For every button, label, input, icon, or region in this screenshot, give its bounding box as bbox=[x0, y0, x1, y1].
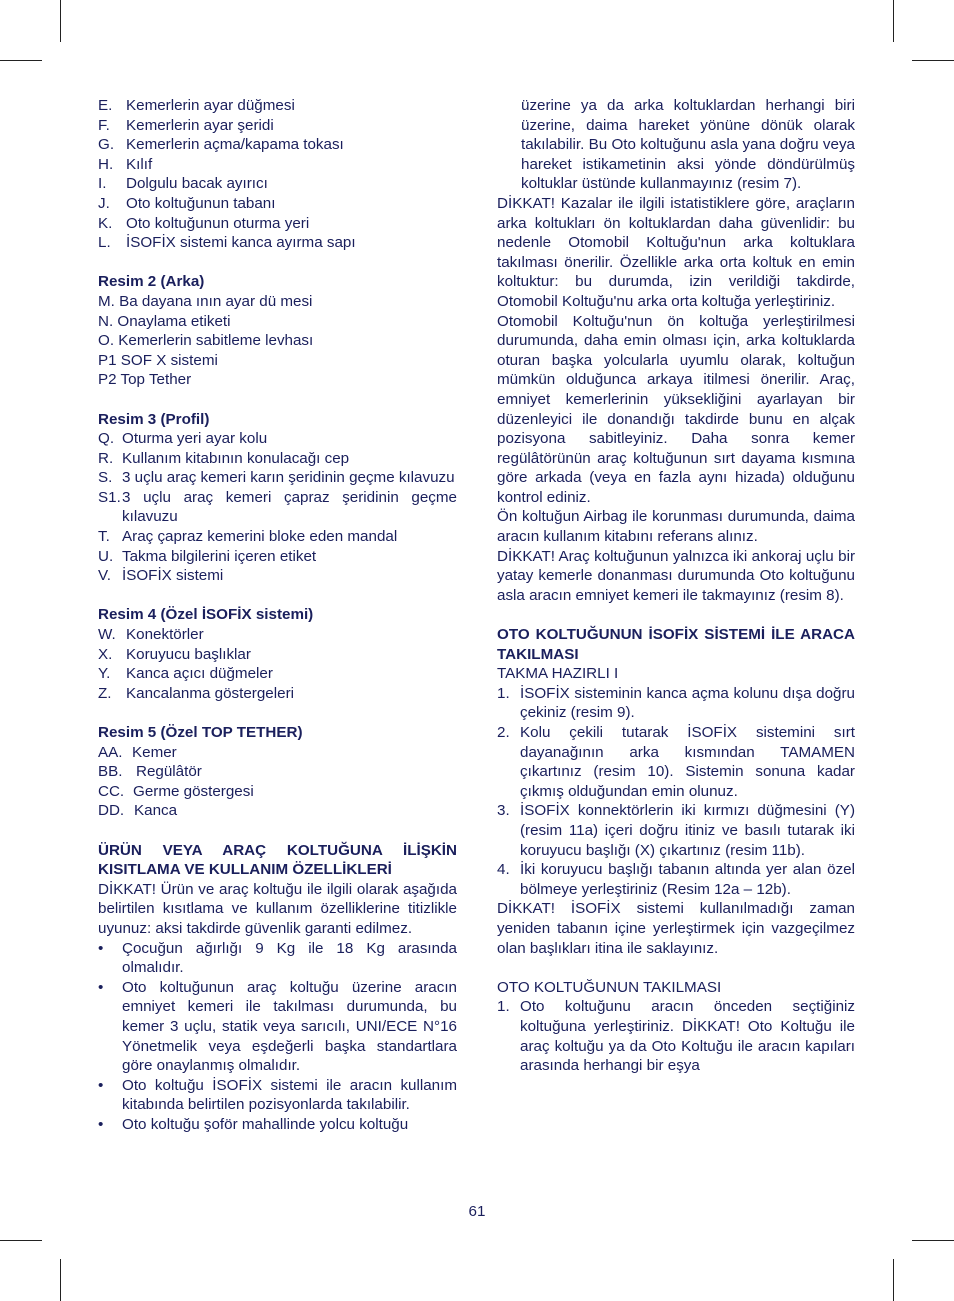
crop-mark-tr-v bbox=[893, 0, 894, 42]
section-heading-resim-2: Resim 2 (Arka) bbox=[98, 273, 205, 291]
list-item: M. Ba dayana ının ayar dü mesi bbox=[98, 292, 313, 310]
section-heading-restrictions: ÜRÜN VEYA ARAÇ KOLTUĞUNA İLİŞKİN KISITLAMA VE KULLANIM ÖZELLİKLERİ bbox=[98, 841, 457, 879]
parts-list-4 bbox=[98, 625, 457, 703]
numbered-step: 3. İSOFİX konnektörlerin iki kırmızı düğmesini (Y) (resim 11a) içeri doğru itiniz ve basılı tutarak iki koruyucu başlığı (X) çıkartınız (resim 11b). bbox=[497, 802, 855, 859]
warning-paragraph: DİKKAT! İSOFİX sistemi kullanılmadığı zaman yeniden tabanın içine yerleştirmek için vazgeçilmez olan başlıkları itina ile saklayınız. bbox=[497, 900, 855, 957]
crop-mark-br-v bbox=[893, 1259, 894, 1301]
list-item: DD. Kanca bbox=[98, 802, 178, 820]
warning-paragraph: DİKKAT! Araç koltuğunun yalnızca iki ankoraj uçlu bir yatay kemerle donanması durumunda Oto koltuğunu asla aracın emniyet kemeri ile takmayınız (resim 8). bbox=[497, 547, 855, 604]
bullet-item: • Oto koltuğunun araç koltuğu üzerine aracın emniyet kemeri ile takılması durumunda, bu kemer 3 uçlu, statik veya sarıcılı, UNI/ECE N°16 Yönetmelik veya eşdeğerli başka standartlara göre onaylanmış olmalıdır. bbox=[98, 978, 457, 1075]
numbered-step: 1. Oto koltuğunu aracın önceden seçtiğiniz koltuğuna yerleştiriniz. DİKKAT! Oto Koltuğu ile araç koltuğu ya da Oto Koltuğu ile aracın kapıları arasında herhangi bir eşya bbox=[497, 998, 855, 1075]
subheading-preparation: TAKMA HAZIRLI I bbox=[497, 665, 619, 683]
list-item: Y. Kanca açıcı düğmeler bbox=[98, 665, 273, 683]
warning-paragraph: DİKKAT! Kazalar ile ilgili istatistiklere göre, araçların arka koltukları ön koltuklardan daha güvenlidir: bu nedenle Otomobil Koltuğu'nun arka koltuklara takılması önerilir. Özellikle arka orta koltuk en emin koltuktur: bu durumda, izin verildiği takdirde, Otomobil Koltuğu'nu arka orta koltuğa yerleştiriniz. bbox=[497, 194, 855, 310]
right-column bbox=[497, 96, 855, 1076]
numbered-step: 2. Kolu çekili tutarak İSOFİX sistemini sırt dayanağının arka kısmından TAMAMEN çıkartınız (resim 10). Sistemin sonuna kadar çıkmış olduğundan emin olunuz. bbox=[497, 724, 855, 800]
list-item: L. İSOFİX sistemi kanca ayırma sapı bbox=[98, 234, 356, 252]
crop-mark-tl-v bbox=[60, 0, 61, 42]
bullet-item: • Çocuğun ağırlığı 9 Kg ile 18 Kg arasında olmalıdır. bbox=[98, 939, 457, 977]
list-item: R. Kullanım kitabının konulacağı cep bbox=[98, 449, 350, 467]
list-item: X. Koruyucu başlıklar bbox=[98, 645, 251, 663]
parts-list-1 bbox=[98, 96, 457, 253]
list-item: I. Dolgulu bacak ayırıcı bbox=[98, 175, 268, 193]
list-item: P1 SOF X sistemi bbox=[98, 351, 218, 369]
list-item: N. Onaylama etiketi bbox=[98, 312, 231, 330]
section-heading-resim-3: Resim 3 (Profil) bbox=[98, 410, 210, 428]
section-heading-resim-5: Resim 5 (Özel TOP TETHER) bbox=[98, 724, 303, 741]
list-item: U. Takma bilgilerini içeren etiket bbox=[98, 547, 317, 565]
crop-mark-tr-h bbox=[912, 60, 954, 61]
list-item: W. Konektörler bbox=[98, 626, 204, 644]
numbered-step: 1. İSOFİX sisteminin kanca açma kolunu dışa doğru çekiniz (resim 9). bbox=[497, 684, 855, 722]
crop-mark-bl-v bbox=[60, 1259, 61, 1301]
list-item: CC. Germe göstergesi bbox=[98, 782, 254, 800]
list-item: S. 3 uçlu araç kemeri karın şeridinin geçme kılavuzu bbox=[98, 469, 455, 487]
list-item: T. Araç çapraz kemerini bloke eden mandal bbox=[98, 528, 398, 546]
section-heading-resim-4: Resim 4 (Özel İSOFİX sistemi) bbox=[98, 606, 314, 624]
crop-mark-tl-h bbox=[0, 60, 42, 61]
section-heading-isofix-install: OTO KOLTUĞUNUN İSOFİX SİSTEMİ İLE ARACA TAKILMASI bbox=[497, 626, 855, 663]
numbered-step: 4. İki koruyucu başlığı tabanın altında yer alan özel bölmeye yerleştiriniz (Resim 12a – 12b). bbox=[497, 861, 855, 898]
list-item: O. Kemerlerin sabitleme levhası bbox=[98, 332, 314, 350]
paragraph: Otomobil Koltuğu'nun ön koltuğa yerleştirilmesi durumunda, daha emin olması için, arka koltuklarda oturan başka yolcularla uyumlu olarak, koltuğun mümkün olduğunca arkaya itilmesi önerilir. Araç, emniyet kemerlerinin yüksekliğini ayarlayan bir düzenleyici ile donandığı takdirde bunu en alçak pozisyona sabitleyiniz. Daha sonra kemer regülâtörünün araç koltuğunun sırt dayama kısmına göre arkada (veya en fazla aynı hizada) olduğunu kontrol ediniz. bbox=[497, 312, 855, 506]
list-item: BB. Regülâtör bbox=[98, 763, 202, 781]
list-item: J. Oto koltuğunun tabanı bbox=[98, 194, 276, 212]
paragraph: Ön koltuğun Airbag ile korunması durumunda, daima aracın kullanım kitabını referans alınız. bbox=[497, 508, 855, 546]
parts-list-5 bbox=[98, 743, 457, 821]
list-item: K. Oto koltuğunun oturma yeri bbox=[98, 214, 310, 232]
bullet-item: • Oto koltuğu şoför mahallinde yolcu koltuğu bbox=[98, 1115, 409, 1133]
bullet-continuation: üzerine ya da arka koltuklardan herhangi biri üzerine, daima hareket yönüne dönük olarak takılabilir. Bu Oto koltuğunu asla yana doğru veya hareket istikametinin aksi yönde döndürülmüş koltuklar üstünde kullanmayınız (resim 7). bbox=[521, 97, 855, 193]
list-item: AA. Kemer bbox=[98, 743, 177, 761]
page-number: 61 bbox=[468, 1203, 486, 1220]
list-item: F. Kemerlerin ayar şeridi bbox=[98, 116, 274, 134]
list-item: H. Kılıf bbox=[98, 155, 153, 173]
left-column bbox=[98, 96, 457, 1134]
warning-paragraph: DİKKAT! Ürün ve araç koltuğu ile ilgili olarak aşağıda belirtilen kısıtlama ve kullanım özelliklerine titizlikle uyunuz: aksi takdirde güvenlik garanti edilmez. bbox=[98, 880, 457, 937]
list-item: Z. Kancalanma göstergeleri bbox=[98, 684, 295, 702]
parts-list-3 bbox=[98, 429, 457, 586]
crop-mark-br-h bbox=[912, 1240, 954, 1241]
list-item: S1. 3 uçlu araç kemeri çapraz şeridinin geçme kılavuzu bbox=[98, 488, 457, 526]
list-item: P2 Top Tether bbox=[98, 371, 192, 389]
bullet-item: • Oto koltuğu İSOFİX sistemi ile aracın kullanım kitabında belirtilen pozisyonlarda takılabilir. bbox=[98, 1076, 457, 1114]
crop-mark-bl-h bbox=[0, 1240, 42, 1241]
list-item: Q. Oturma yeri ayar kolu bbox=[98, 430, 268, 448]
list-item: E. Kemerlerin ayar düğmesi bbox=[98, 97, 295, 114]
list-item: G. Kemerlerin açma/kapama tokası bbox=[98, 136, 344, 154]
subheading-installation: OTO KOLTUĞUNUN TAKILMASI bbox=[497, 978, 722, 996]
list-item: V. İSOFİX sistemi bbox=[98, 567, 224, 585]
